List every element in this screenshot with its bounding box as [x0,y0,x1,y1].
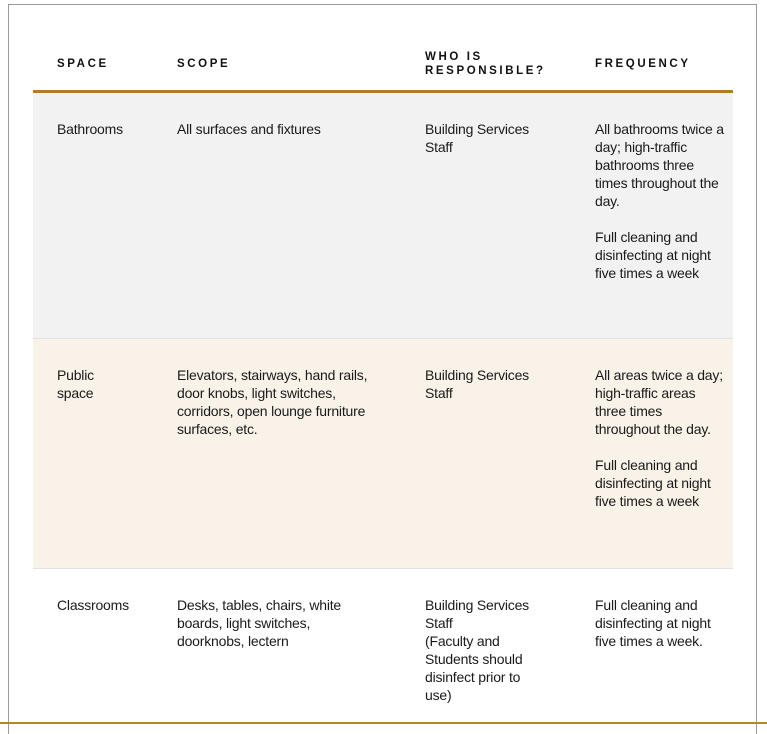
cell-scope: Elevators, stairways, hand rails, door knobs, light switches, corridors, open lounge furniture surfaces, etc. [153,339,401,569]
responsible-note: (Faculty and Students should disinfect prior to use) [425,633,523,703]
cell-scope [153,569,401,729]
table-row-bathrooms [33,92,733,339]
frequency-text: All bathrooms twice a day; high-traffic bathrooms three times throughout the day. [595,121,724,209]
responsible-text: Building Services Staff [425,597,529,631]
bottom-accent-rule [0,722,767,724]
responsible-text: Building Services Staff [425,367,529,401]
cell-space: Classrooms [33,569,153,729]
header-responsible-line1: WHO IS [425,51,483,63]
header-space: SPACE [33,38,153,92]
table-header [33,38,733,92]
responsible-text: Building Services Staff [425,121,529,155]
cell-frequency [571,569,733,729]
header-frequency: FREQUENCY [571,38,733,92]
cell-scope: All surfaces and fixtures [153,92,401,339]
frequency-text: Full cleaning and disinfecting at night five times a week [595,457,711,509]
frequency-text: Full cleaning and disinfecting at night five times a week. [595,597,711,649]
table-row-classrooms [33,569,733,729]
frequency-text: All areas twice a day; high-traffic areas three times throughout the day. [595,367,723,437]
scope-text: Desks, tables, chairs, white boards, light switches, doorknobs, lectern [177,597,342,649]
cell-frequency [571,92,733,339]
header-scope: SCOPE [153,38,401,92]
frequency-text: Full cleaning and disinfecting at night five times a week [595,229,711,281]
header-responsible-line2: RESPONSIBLE? [425,65,546,77]
cell-responsible [401,339,571,569]
cell-space: Bathrooms [33,92,153,339]
cell-space [33,339,153,569]
cell-responsible [401,92,571,339]
cell-responsible [401,569,571,729]
table-row-public-space [33,339,733,569]
cleaning-schedule-table [33,38,733,728]
space-text: Public space [57,367,94,401]
header-responsible [401,38,571,92]
cell-frequency [571,339,733,569]
